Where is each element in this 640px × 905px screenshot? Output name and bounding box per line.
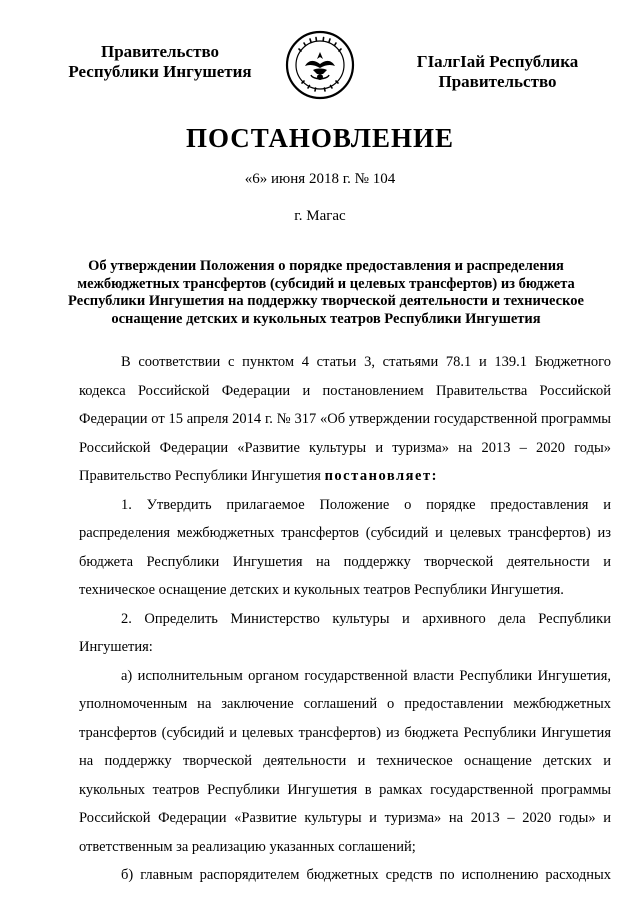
preamble-paragraph bbox=[79, 348, 611, 491]
document-date-number: «6» июня 2018 г. № 104 bbox=[244, 171, 396, 187]
clause-2-paragraph: 2. Определить Министерство культуры и архивного дела Республики Ингушетия: bbox=[79, 610, 611, 655]
document-body bbox=[79, 348, 611, 890]
header-left-line2: Республики Ингушетия bbox=[68, 62, 252, 81]
header-right-line2: Правительство bbox=[438, 72, 557, 91]
header-left-org bbox=[50, 42, 270, 82]
decree-keyword: постановляет: bbox=[324, 468, 438, 484]
preamble-text: В соответствии с пунктом 4 статьи 3, статьями 78.1 и 139.1 Бюджетного кодекса Российской Федерации и постановлением Правительства Российской Федерации от 15 апреля 2014 г. № 317 «Об утверждении государственной программы Российской Федерации «Развитие культуры и туризма» на 2013 – 2020 годы» Правительство Республики Ингушетия bbox=[79, 354, 611, 484]
header-right-line1: ГIалгIай Республика bbox=[416, 52, 579, 71]
clause-2b-paragraph: б) главным распорядителем бюджетных средств по исполнению расходных bbox=[121, 867, 611, 883]
subject-line-3: Республики Ингушетия на поддержку творческой деятельности и техническое bbox=[68, 293, 584, 309]
subject-line-4: оснащение детских и кукольных театров Республики Ингушетия bbox=[111, 310, 541, 327]
coat-of-arms-icon bbox=[285, 30, 355, 100]
document-title: ПОСТАНОВЛЕНИЕ bbox=[185, 123, 455, 153]
clause-1-paragraph: 1. Утвердить прилагаемое Положение о порядке предоставления и распределения межбюджетных трансфертов (субсидий и целевых трансфертов) из бюджета Республики Ингушетия на поддержку творческой деятельности и техническое оснащение детских и кукольных театров Республики Ингушетия. bbox=[79, 496, 611, 598]
clause-2a-paragraph: а) исполнительным органом государственной власти Республики Ингушетия, уполномоченным на заключение соглашений о предоставлении межбюджетных трансфертов (субсидий и целевых трансфертов) из бюджета Республики Ингушетия на поддержку творческой деятельности и техническое оснащение детских и кукольных театров Республики Ингушетия в рамках государственной программы Российской Федерации «Развитие культуры и туризма» на 2013 – 2020 годы» и ответственным за реализацию указанных соглашений; bbox=[79, 667, 611, 855]
document-city: г. Магас bbox=[294, 208, 346, 224]
header-right-org bbox=[395, 52, 600, 92]
subject-line-1: Об утверждении Положения о порядке предоставления и распределения bbox=[88, 258, 564, 274]
subject-line-2: межбюджетных трансфертов (субсидий и целевых трансфертов) из бюджета bbox=[77, 275, 575, 292]
header-left-line1: Правительство bbox=[100, 42, 220, 61]
document-subject bbox=[66, 258, 586, 328]
